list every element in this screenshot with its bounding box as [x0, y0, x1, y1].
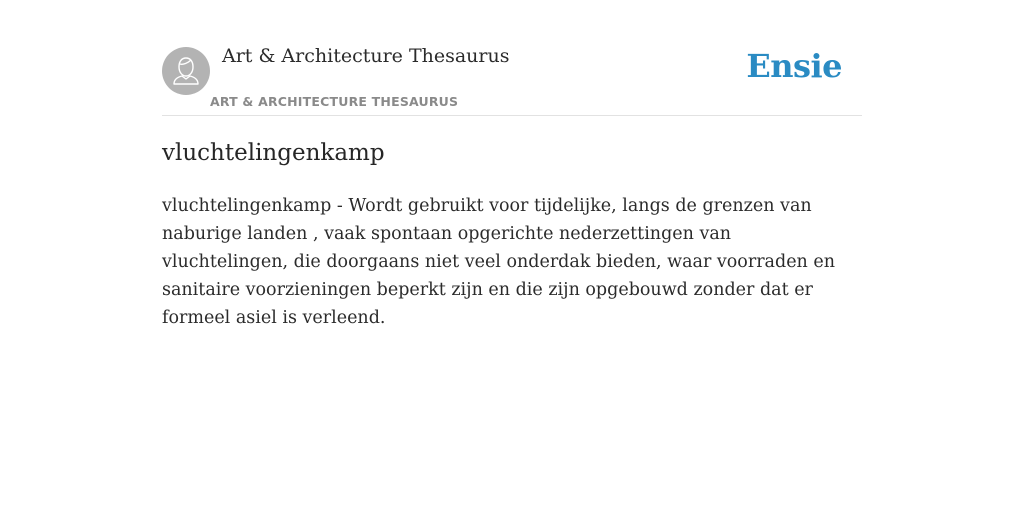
entry-header	[162, 0, 862, 116]
source-label[interactable]: ART & ARCHITECTURE THESAURUS	[210, 94, 459, 109]
entry-definition: vluchtelingenkamp - Wordt gebruikt voor tijdelijke, langs de grenzen van naburige landen , vaak spontaan opgerichte nederzettingen van vluchtelingen, die doorgaans niet veel onderdak bieden, waar voorraden en sanitaire voorzieningen beperkt zijn en die zijn opgebouwd zonder dat er formeel asiel is verleend.	[162, 196, 836, 328]
avatar[interactable]	[162, 47, 210, 95]
entry-title: vluchtelingenkamp	[162, 140, 385, 166]
page-container	[162, 0, 862, 328]
brand-logo[interactable]: Ensie	[746, 47, 842, 85]
user-silhouette-icon	[162, 47, 210, 95]
author-name[interactable]: Art & Architecture Thesaurus	[222, 45, 510, 67]
